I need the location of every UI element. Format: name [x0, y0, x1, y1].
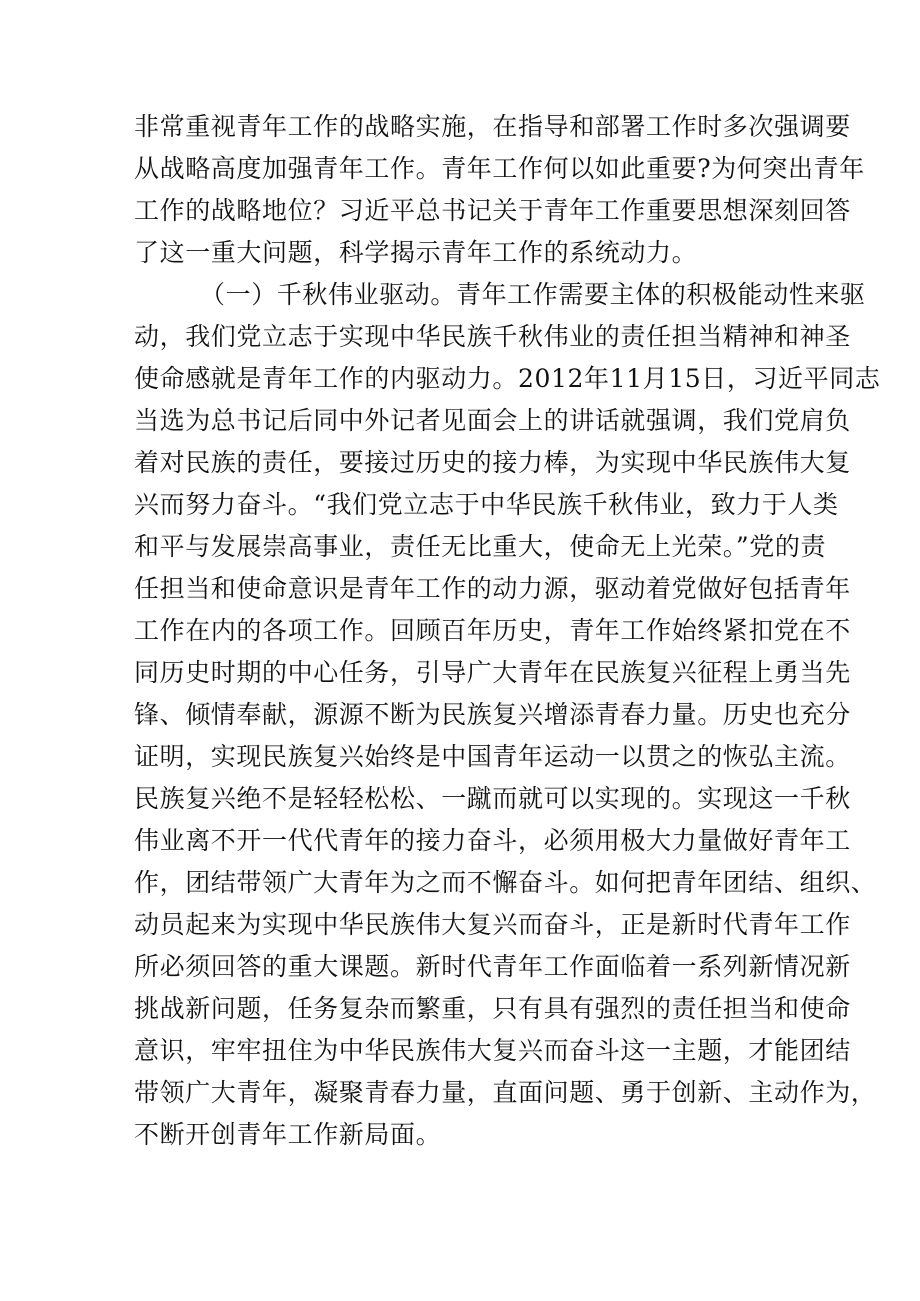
text-line: 证明，实现民族复兴始终是中国青年运动一以贯之的恢弘主流。	[134, 742, 851, 771]
text-line: 当选为总书记后同中外记者见面会上的讲话就强调，我们党肩负	[134, 406, 851, 435]
text-line: 了这一重大问题，科学揭示青年工作的系统动力。	[134, 238, 698, 267]
text-line: 锋、倾情奉献，源源不断为民族复兴增添青春力量。历史也充分	[134, 700, 851, 729]
text-line: 民族复兴绝不是轻轻松松、一蹴而就可以实现的。实现这一千秋	[134, 784, 851, 813]
text-line: 着对民族的责任，要接过历史的接力棒，为实现中华民族伟大复	[134, 448, 851, 477]
section-heading-line: （一）千秋伟业驱动。青年工作需要主体的积极能动性来驱	[200, 280, 866, 309]
paragraph-section-one	[134, 274, 881, 1156]
text-line: 非常重视青年工作的战略实施，在指导和部署工作时多次强调要	[134, 112, 851, 141]
text-line: 工作的战略地位？习近平总书记关于青年工作重要思想深刻回答	[134, 196, 851, 225]
text-line: 工作在内的各项工作。回顾百年历史，青年工作始终紧扣党在不	[134, 616, 851, 645]
text-line: 同历史时期的中心任务，引导广大青年在民族复兴征程上勇当先	[134, 658, 851, 687]
text-line: 和平与发展崇高事业，责任无比重大，使命无上光荣。”党的责	[134, 532, 827, 561]
text-line: 任担当和使命意识是青年工作的动力源，驱动着党做好包括青年	[134, 574, 851, 603]
text-line: 意识，牢牢扭住为中华民族伟大复兴而奋斗这一主题，才能团结	[134, 1036, 851, 1065]
text-line: 兴而努力奋斗。“我们党立志于中华民族千秋伟业，致力于人类	[134, 490, 839, 519]
paragraph-intro	[134, 106, 865, 274]
text-line: 带领广大青年，凝聚青春力量，直面问题、勇于创新、主动作为，	[134, 1078, 877, 1107]
text-line: 伟业离不开一代代青年的接力奋斗，必须用极大力量做好青年工	[134, 826, 851, 855]
document-body	[134, 106, 881, 1156]
text-line: 从战略高度加强青年工作。青年工作何以如此重要?为何突出青年	[134, 154, 865, 183]
text-line: 动，我们党立志于实现中华民族千秋伟业的责任担当精神和神圣	[134, 322, 851, 351]
text-line: 动员起来为实现中华民族伟大复兴而奋斗，正是新时代青年工作	[134, 910, 851, 939]
text-line: 使命感就是青年工作的内驱动力。2012年11月15日，习近平同志	[134, 364, 881, 393]
text-line: 不断开创青年工作新局面。	[134, 1120, 442, 1149]
text-line: 所必须回答的重大课题。新时代青年工作面临着一系列新情况新	[134, 952, 851, 981]
text-line: 作，团结带领广大青年为之而不懈奋斗。如何把青年团结、组织、	[134, 868, 877, 897]
text-line: 挑战新问题，任务复杂而繁重，只有具有强烈的责任担当和使命	[134, 994, 851, 1023]
